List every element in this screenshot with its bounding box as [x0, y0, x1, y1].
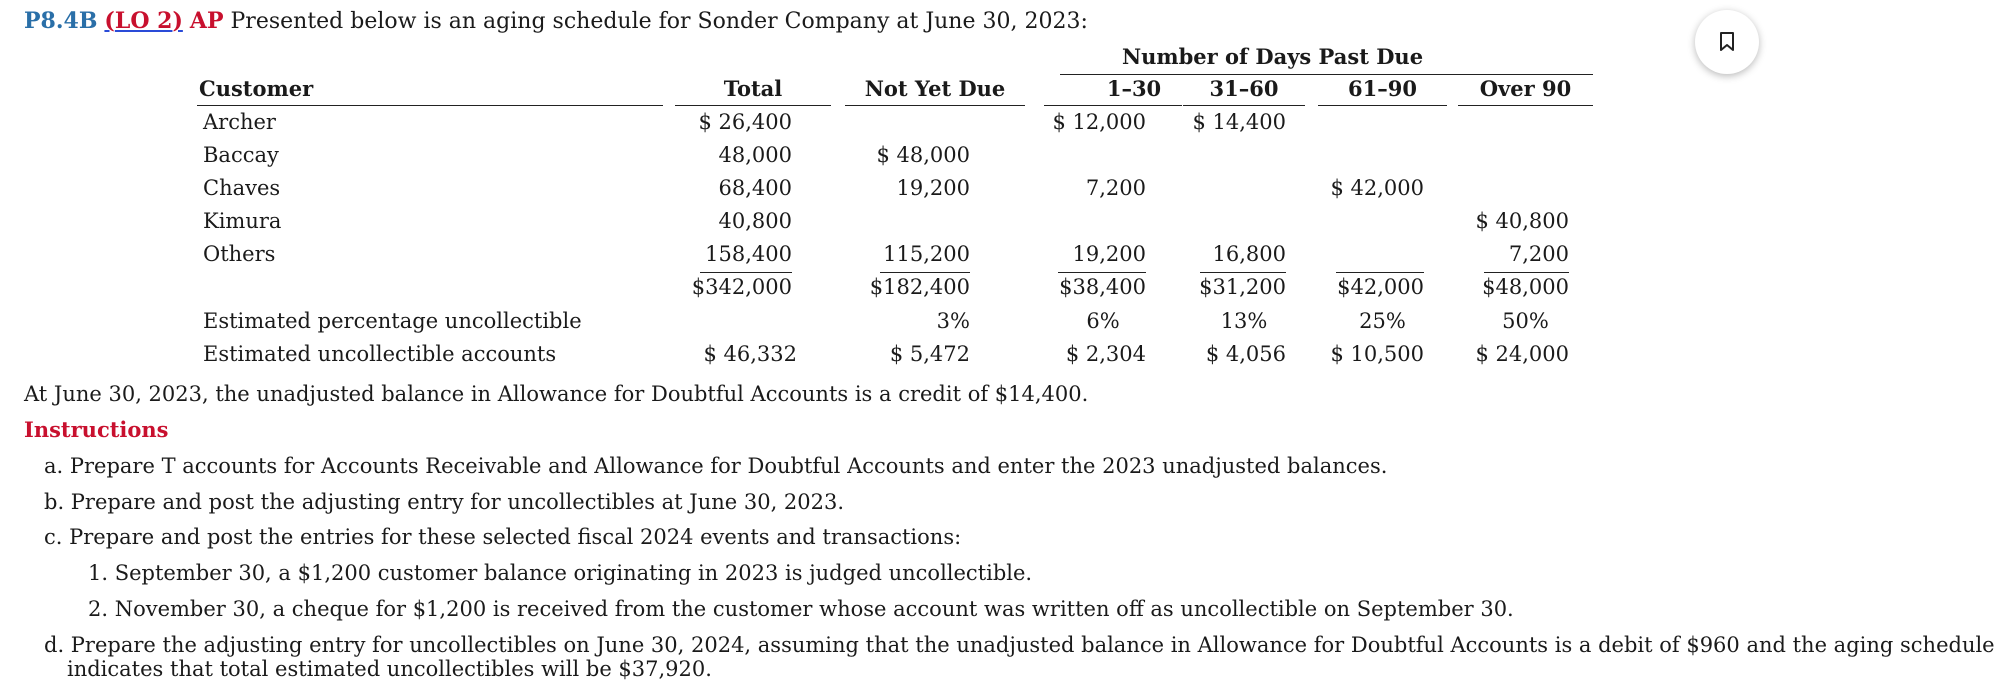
col-31-60: 31–60: [1209, 76, 1279, 101]
row-not-yet-due: $ 48,000: [876, 143, 970, 167]
instruction-c: c. Prepare and post the entries for these selected fiscal 2024 events and transactions:: [44, 525, 962, 549]
days-past-due-header: Number of Days Past Due: [1121, 44, 1424, 69]
col-not-yet-due: Not Yet Due: [864, 76, 1006, 101]
row-customer: Chaves: [203, 176, 281, 200]
sum-rule: [700, 272, 792, 273]
sum-rule: [880, 272, 970, 273]
row-not-yet-due: 19,200: [896, 176, 970, 200]
instruction-a: a. Prepare T accounts for Accounts Receivable and Allowance for Doubtful Accounts and enter the 2023 unadjusted balances.: [44, 454, 1388, 478]
instruction-c2: 2. November 30, a cheque for $1,200 is received from the customer whose account was written off as uncollectible on September 30.: [88, 597, 1514, 621]
instruction-d-line1: d. Prepare the adjusting entry for uncollectibles on June 30, 2024, assuming that the unadjusted balance in Allowance for Doubtful Accounts is a debit of $960 and the aging schedule: [44, 633, 1995, 657]
rule-over-90: [1458, 105, 1593, 106]
pct-over-90: 50%: [1502, 309, 1549, 333]
row-61-90: $ 42,000: [1330, 176, 1424, 200]
instruction-d-line2: indicates that total estimated uncollectibles will be $37,920.: [67, 657, 712, 681]
total-over-90: $48,000: [1482, 275, 1569, 299]
row-customer: Baccay: [203, 143, 279, 167]
row-customer: Archer: [203, 110, 276, 134]
rule-total: [675, 105, 831, 106]
total-total: $342,000: [691, 275, 792, 299]
sum-rule: [1484, 272, 1569, 273]
row-over-90: $ 40,800: [1475, 209, 1569, 233]
total-61-90: $42,000: [1337, 275, 1424, 299]
instruction-b: b. Prepare and post the adjusting entry for uncollectibles at June 30, 2023.: [44, 490, 845, 514]
instructions-heading: Instructions: [24, 417, 169, 442]
row-customer: Kimura: [203, 209, 282, 233]
bookmark-icon: [1719, 32, 1735, 52]
instruction-c1: 1. September 30, a $1,200 customer balance originating in 2023 is judged uncollectible.: [88, 561, 1033, 585]
row-total: 68,400: [718, 176, 792, 200]
learning-objective-link[interactable]: (LO 2): [104, 8, 183, 34]
total-not-yet-due: $182,400: [869, 275, 970, 299]
pct-61-90: 25%: [1359, 309, 1406, 333]
row-customer: Others: [203, 242, 276, 266]
col-over-90: Over 90: [1479, 76, 1572, 101]
col-1-30: 1–30: [1106, 76, 1162, 101]
total-31-60: $31,200: [1199, 275, 1286, 299]
est-total: $ 46,332: [703, 342, 797, 366]
pct-not-yet-due: 3%: [936, 309, 970, 333]
row-total: $ 26,400: [698, 110, 792, 134]
row-31-60: 16,800: [1212, 242, 1286, 266]
problem-header: [24, 8, 1088, 34]
pct-1-30: 6%: [1086, 309, 1120, 333]
row-over-90: 7,200: [1508, 242, 1569, 266]
est-not-yet-due: $ 5,472: [889, 342, 970, 366]
row-1-30: 7,200: [1085, 176, 1146, 200]
rule-customer: [197, 105, 663, 106]
rule-not-yet-due: [845, 105, 1025, 106]
row-1-30: 19,200: [1072, 242, 1146, 266]
sum-rule: [1336, 272, 1424, 273]
row-not-yet-due: 115,200: [883, 242, 970, 266]
est-over-90: $ 24,000: [1475, 342, 1569, 366]
problem-code: P8.4B: [24, 8, 98, 34]
est-31-60: $ 4,056: [1205, 342, 1286, 366]
est-61-90: $ 10,500: [1330, 342, 1424, 366]
col-customer: Customer: [199, 76, 314, 101]
row-total: 48,000: [718, 143, 792, 167]
rule-1-30: [1044, 105, 1182, 106]
sum-rule: [1200, 272, 1286, 273]
row-1-30: $ 12,000: [1052, 110, 1146, 134]
row-total: 158,400: [705, 242, 792, 266]
ap-label: AP: [189, 8, 224, 34]
pct-label: Estimated percentage uncollectible: [203, 309, 582, 333]
bookmark-button[interactable]: [1695, 10, 1759, 74]
row-total: 40,800: [718, 209, 792, 233]
sum-rule: [1058, 272, 1146, 273]
col-total: Total: [723, 76, 783, 101]
balance-note: At June 30, 2023, the unadjusted balance in Allowance for Doubtful Accounts is a credit of $14,400.: [24, 382, 1089, 406]
rule-31-60: [1183, 105, 1305, 106]
col-61-90: 61–90: [1348, 76, 1417, 101]
est-label: Estimated uncollectible accounts: [203, 342, 557, 366]
row-31-60: $ 14,400: [1192, 110, 1286, 134]
total-1-30: $38,400: [1059, 275, 1146, 299]
problem-statement: Presented below is an aging schedule for Sonder Company at June 30, 2023:: [230, 9, 1088, 34]
rule-61-90: [1318, 105, 1447, 106]
group-header-rule: [1060, 74, 1593, 75]
pct-31-60: 13%: [1220, 309, 1268, 333]
est-1-30: $ 2,304: [1065, 342, 1146, 366]
